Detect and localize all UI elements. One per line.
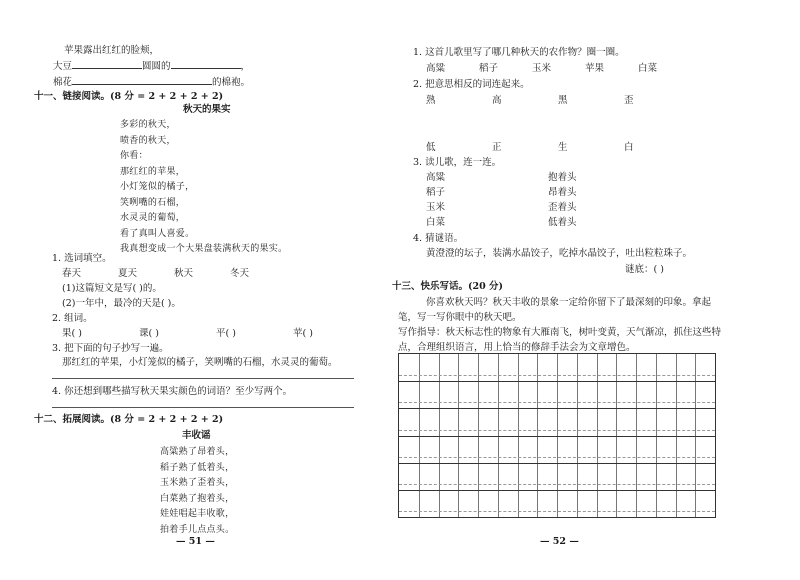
q3-label: 3. 把下面的句子抄写一遍。 xyxy=(52,343,169,354)
intro-line-3 xyxy=(53,74,250,88)
word-choice: 春天 xyxy=(62,268,82,279)
match-left-item: 白菜 xyxy=(426,217,446,228)
page-number-left: — 51 — xyxy=(176,536,215,547)
poem-line: 笑咧嘴的石榴， xyxy=(120,197,186,208)
grid-row-line xyxy=(399,408,715,409)
section-13-heading: 十三、快乐写话。(20 分) xyxy=(392,281,504,292)
q3-sentence: 那红红的苹果，小灯笼似的橘子，笑咧嘴的石榴，水灵灵的葡萄。 xyxy=(62,357,338,368)
section-13-guide-2: 点，合理组织语言，用上恰当的修辞手法会为文章增色。 xyxy=(398,342,636,353)
poem-line: 娃娃唱起丰收歌， xyxy=(160,509,235,519)
word-choice: 秋天 xyxy=(174,268,194,279)
section-13-prompt-1: 你喜欢秋天吗？秋天丰收的景象一定给你留下了最深刻的印象。拿起 xyxy=(426,297,712,308)
r-q4-label: 4. 猜谜语。 xyxy=(413,233,464,244)
intro-line-3-prefix: 棉花 xyxy=(53,77,73,88)
grid-row-line xyxy=(399,381,715,382)
poem-line: 玉米熟了歪着头， xyxy=(160,478,235,488)
r-q4-answer[interactable]: 谜底：( ) xyxy=(625,264,664,275)
section-11-heading: 十一、链接阅读。(8 分 = 2 + 2 + 2 + 2) xyxy=(34,91,224,102)
q4-label: 4. 你还想到哪些描写秋天果实颜色的词语？至少写两个。 xyxy=(52,386,293,397)
q1-label: 1. 选词填空。 xyxy=(52,253,112,264)
intro-line-2-mid: 圆圆的 xyxy=(142,61,171,72)
antonym-word: 黑 xyxy=(558,95,568,106)
answer-line[interactable] xyxy=(52,407,354,408)
antonym-word: 白 xyxy=(624,142,634,153)
match-right-item: 抱着头 xyxy=(548,172,577,183)
crop-word: 白菜 xyxy=(638,63,658,74)
antonym-word: 熟 xyxy=(426,95,436,106)
grid-row-line xyxy=(399,463,715,464)
antonym-word: 正 xyxy=(492,142,502,153)
r-q2-label: 2. 把意思相反的词连起来。 xyxy=(413,79,530,90)
poem-line: 拍着手儿点点头。 xyxy=(160,524,235,535)
intro-line-1: 苹果露出红红的脸颊， xyxy=(64,45,160,56)
poem-line: 稻子熟了低着头， xyxy=(160,462,235,473)
grid-row-gap-line xyxy=(399,511,715,512)
poem-line: 我真想变成一个大果盘装满秋天的果实。 xyxy=(120,244,288,254)
grid-row-gap-line xyxy=(399,375,715,376)
poem-line: 你看： xyxy=(120,151,148,161)
poem-line: 看了真叫人喜爱。 xyxy=(120,228,195,239)
grid-row-line xyxy=(399,490,715,491)
match-left-item: 高粱 xyxy=(426,172,446,183)
antonym-word: 歪 xyxy=(624,95,634,106)
word-choice: 夏天 xyxy=(118,268,138,279)
q1-a: (1)这篇短文是写( )的。 xyxy=(62,283,162,294)
poem-line: 白菜熟了抱着头， xyxy=(160,493,235,504)
section-13-guide-1: 写作指导：秋天标志性的物象有大雁南飞，树叶变黄，天气渐凉，抓住这些特 xyxy=(398,327,722,338)
poem-line: 小灯笼似的橘子， xyxy=(120,182,195,192)
word-blank: 平( ) xyxy=(216,328,236,339)
match-right-item: 昂着头 xyxy=(548,187,577,198)
r-q3-label: 3. 读儿歌，连一连。 xyxy=(413,157,502,168)
grid-row-gap-line xyxy=(399,484,715,485)
page-number-right: — 52 — xyxy=(540,536,579,547)
poem-line: 喷香的秋天， xyxy=(120,135,176,146)
crop-word: 高粱 xyxy=(426,63,446,74)
grid-row-line xyxy=(399,436,715,437)
intro-line-2 xyxy=(53,58,250,72)
blank[interactable] xyxy=(72,75,212,85)
antonym-word: 高 xyxy=(492,95,502,106)
blank[interactable] xyxy=(171,59,241,69)
poem-line: 那红红的苹果， xyxy=(120,166,186,177)
section-13-prompt-2: 笔，写一写你眼中的秋天吧。 xyxy=(398,312,522,323)
section-12-heading: 十二、拓展阅读。(8 分 = 2 + 2 + 2 + 2) xyxy=(34,414,224,425)
intro-line-3-suffix: 的棉袍。 xyxy=(212,77,251,88)
word-blank: 课( ) xyxy=(139,328,159,339)
answer-line[interactable] xyxy=(52,378,354,379)
intro-line-2-prefix: 大豆 xyxy=(53,61,73,72)
r-q4-riddle: 黄澄澄的坛子，装满水晶饺子，吃掉水晶饺子，吐出粒粒珠子。 xyxy=(426,248,693,259)
match-right-item: 低着头 xyxy=(548,217,577,228)
crop-word: 苹果 xyxy=(585,63,605,74)
match-right-item: 歪着头 xyxy=(548,202,577,213)
intro-line-2-suffix: ， xyxy=(240,61,251,72)
match-left-item: 稻子 xyxy=(426,187,446,198)
grid-row-gap-line xyxy=(399,457,715,458)
crop-word: 玉米 xyxy=(532,63,552,74)
antonym-word: 生 xyxy=(558,142,568,153)
blank[interactable] xyxy=(72,59,142,69)
grid-row-gap-line xyxy=(399,402,715,403)
r-q1-label: 1. 这首儿歌里写了哪几种秋天的农作物？圈一圈。 xyxy=(413,47,625,58)
grid-row-gap-line xyxy=(399,430,715,431)
poem-line: 水灵灵的葡萄， xyxy=(120,213,186,223)
word-blank: 果( ) xyxy=(62,328,82,339)
poem-line: 高粱熟了昂着头， xyxy=(160,447,235,457)
poem-title-2: 丰收谣 xyxy=(182,430,211,441)
poem-line: 多彩的秋天， xyxy=(120,120,176,130)
word-blank: 苹( ) xyxy=(293,328,313,339)
antonym-word: 低 xyxy=(426,142,436,153)
word-choice: 冬天 xyxy=(230,268,250,279)
match-left-item: 玉米 xyxy=(426,202,446,213)
poem-title-1: 秋天的果实 xyxy=(183,104,231,115)
crop-word: 稻子 xyxy=(479,63,499,74)
q1-b: (2)一年中，最冷的天是( )。 xyxy=(62,298,181,309)
q2-label: 2. 组词。 xyxy=(52,313,93,324)
writing-grid[interactable] xyxy=(398,353,716,518)
